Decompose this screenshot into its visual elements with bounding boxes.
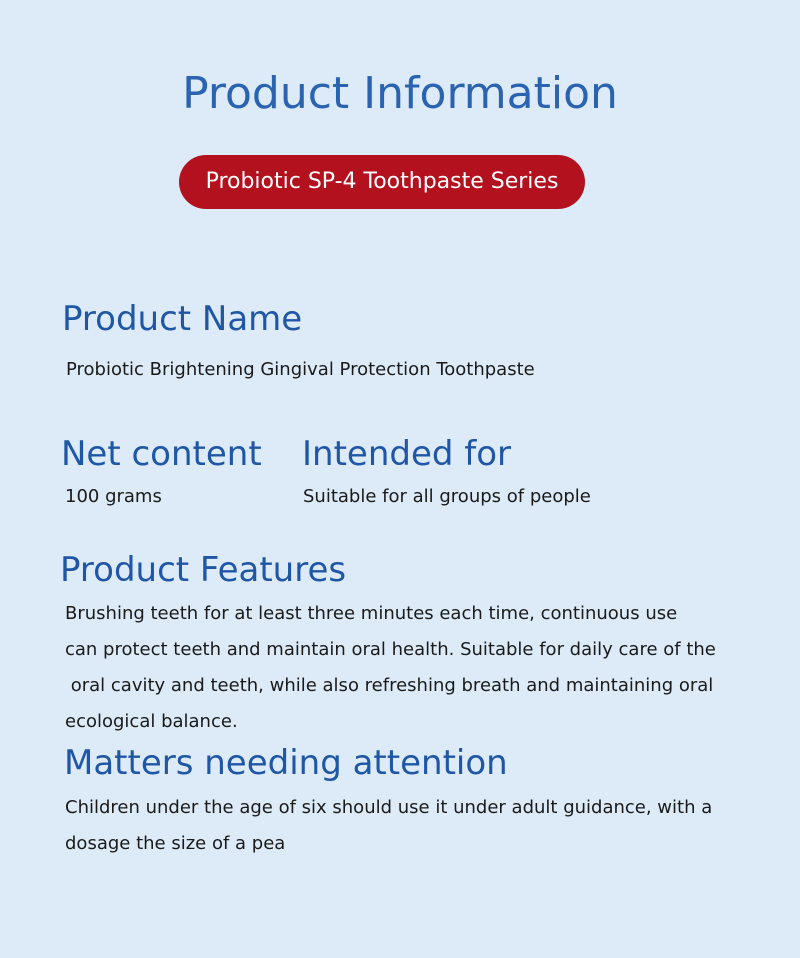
intended-for-value: Suitable for all groups of people (303, 486, 591, 507)
attention-paragraph (65, 790, 712, 862)
features-heading: Product Features (60, 550, 347, 590)
features-line: oral cavity and teeth, while also refreshing breath and maintaining oral (65, 675, 714, 696)
net-content-heading: Net content (61, 434, 262, 474)
intended-for-heading: Intended for (302, 434, 512, 474)
attention-line: dosage the size of a pea (65, 833, 286, 854)
features-line: ecological balance. (65, 711, 238, 732)
attention-line: Children under the age of six should use it under adult guidance, with a (65, 797, 713, 818)
features-line: Brushing teeth for at least three minutes each time, continuous use (65, 603, 678, 624)
product-name-value: Probiotic Brightening Gingival Protection Toothpaste (66, 359, 535, 380)
attention-heading: Matters needing attention (64, 743, 508, 783)
features-paragraph (65, 596, 716, 740)
net-content-value: 100 grams (65, 486, 162, 507)
page-title: Product Information (182, 68, 618, 119)
series-badge: Probiotic SP-4 Toothpaste Series (179, 155, 585, 209)
product-name-heading: Product Name (62, 299, 303, 339)
features-line: can protect teeth and maintain oral health. Suitable for daily care of the (65, 639, 716, 660)
